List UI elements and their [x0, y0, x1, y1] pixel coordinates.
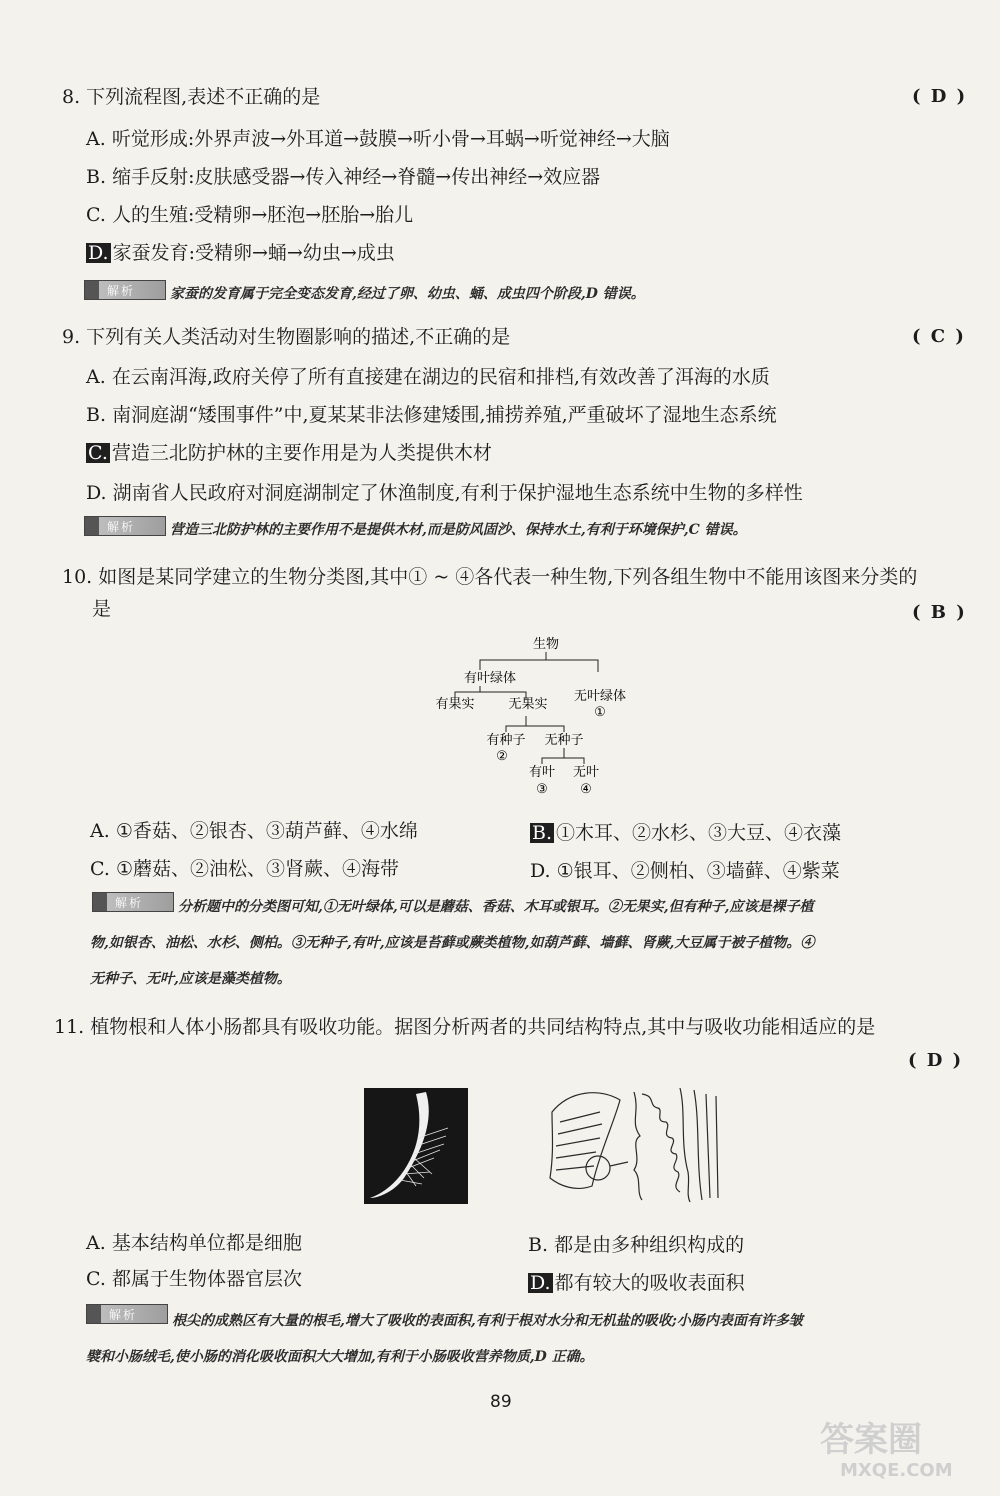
tree-no-seed: 无种子: [544, 733, 584, 748]
correct-answer-tag: D.: [88, 242, 109, 264]
q9-option-d: D. 湖南省人民政府对洞庭湖制定了休渔制度,有利于保护湿地生态系统中生物的多样性: [86, 482, 803, 504]
q11-option-b: B. 都是由多种组织构成的: [528, 1234, 745, 1256]
root-hair-illustration: [364, 1088, 468, 1204]
q10-stem-line1: 10. 如图是某同学建立的生物分类图,其中① ~ ④各代表一种生物,下列各组生物中不能用该图来分类的: [62, 566, 918, 588]
watermark-logo-text: 答案圈: [820, 1420, 922, 1460]
tree-num-3: ③: [536, 782, 548, 797]
q10-option-b: B. ①木耳、②水杉、③大豆、④衣藻: [532, 822, 842, 844]
q11-option-d: D. 都有较大的吸收表面积: [530, 1272, 745, 1294]
tree-num-2: ②: [496, 749, 508, 764]
tree-num-1: ①: [594, 705, 606, 720]
q9-option-a: A. 在云南洱海,政府关停了所有直接建在湖边的民宿和排档,有效改善了洱海的水质: [86, 366, 770, 388]
tree-no-fruit: 无果实: [508, 697, 548, 712]
tree-has-seed: 有种子: [486, 733, 526, 748]
q11-option-a: A. 基本结构单位都是细胞: [86, 1232, 302, 1254]
q10-option-a: A. ①香菇、②银杏、③葫芦藓、④水绵: [90, 820, 418, 842]
q8-stem: 8. 下列流程图,表述不正确的是: [62, 86, 321, 108]
q10-option-c: C. ①蘑菇、②油松、③肾蕨、④海带: [90, 858, 399, 880]
q10-stem-line2: 是: [92, 598, 112, 620]
q8-option-d: D. 家蚕发育:受精卵→蛹→幼虫→成虫: [88, 242, 395, 264]
q9-option-b: B. 南洞庭湖“矮围事件”中,夏某某非法修建矮围,捕捞养殖,严重破坏了湿地生态系统: [86, 404, 777, 426]
explanation-badge: 解析: [92, 892, 174, 912]
tree-has-chlorophyll: 有叶绿体: [463, 671, 517, 686]
root-hair-photo: [364, 1088, 468, 1204]
small-intestine-diagram: [530, 1082, 730, 1206]
tree-has-fruit: 有果实: [435, 697, 475, 712]
q11-stem: 11. 植物根和人体小肠都具有吸收功能。据图分析两者的共同结构特点,其中与吸收功能相适应的是: [54, 1016, 876, 1038]
q8-option-a: A. 听觉形成:外界声波→外耳道→鼓膜→听小骨→耳蜗→听觉神经→大脑: [86, 128, 670, 150]
q11-option-c: C. 都属于生物体器官层次: [86, 1268, 302, 1290]
tree-no-chlorophyll: 无叶绿体: [573, 689, 627, 704]
watermark-site: MXQE.COM: [840, 1460, 953, 1481]
tree-has-leaf: 有叶: [528, 765, 556, 780]
q10-option-d: D. ①银耳、②侧柏、③墙藓、④紫菜: [530, 860, 840, 882]
tree-no-leaf: 无叶: [572, 765, 600, 780]
q11-explanation-line2: 襞和小肠绒毛,使小肠的消化吸收面积大大增加,有利于小肠吸收营养物质,D 正确。: [86, 1349, 594, 1365]
q9-answer: ( C ): [912, 326, 966, 347]
q10-answer: ( B ): [912, 602, 967, 623]
classification-tree-diagram: [420, 630, 640, 805]
q8-option-c: C. 人的生殖:受精卵→胚泡→胚胎→胎儿: [86, 204, 414, 226]
tree-num-4: ④: [580, 782, 592, 797]
q9-stem: 9. 下列有关人类活动对生物圈影响的描述,不正确的是: [62, 326, 511, 348]
q8-answer: ( D ): [912, 86, 968, 107]
explanation-badge: 解析: [84, 516, 166, 536]
q11-explanation-line1: 根尖的成熟区有大量的根毛,增大了吸收的表面积,有利于根对水分和无机盐的吸收;小肠内表面有许多皱: [172, 1313, 803, 1329]
q8-option-b: B. 缩手反射:皮肤感受器→传入神经→脊髓→传出神经→效应器: [86, 166, 601, 188]
correct-answer-tag: C.: [88, 442, 108, 464]
q9-explanation: 营造三北防护林的主要作用不是提供木材,而是防风固沙、保持水土,有利于环境保护,C 错误。: [170, 522, 747, 538]
correct-answer-tag: B.: [532, 822, 553, 844]
q10-explanation-line3: 无种子、无叶,应该是藻类植物。: [90, 971, 291, 987]
q9-option-c: C. 营造三北防护林的主要作用是为人类提供木材: [88, 442, 492, 464]
q8-explanation: 家蚕的发育属于完全变态发育,经过了卵、幼虫、蛹、成虫四个阶段,D 错误。: [170, 286, 645, 302]
page-number: 89: [490, 1392, 512, 1412]
q11-answer: ( D ): [908, 1050, 964, 1071]
correct-answer-tag: D.: [530, 1272, 551, 1294]
tree-root: 生物: [532, 637, 560, 652]
explanation-badge: 解析: [86, 1304, 168, 1324]
q10-explanation-line1: 分析题中的分类图可知,①无叶绿体,可以是蘑菇、香菇、木耳或银耳。②无果实,但有种子,应该是裸子植: [178, 899, 814, 915]
explanation-badge: 解析: [84, 280, 166, 300]
q10-explanation-line2: 物,如银杏、油松、水杉、侧柏。③无种子,有叶,应该是苔藓或蕨类植物,如葫芦藓、墙藓、肾蕨,大豆属于被子植物。④: [90, 935, 815, 951]
